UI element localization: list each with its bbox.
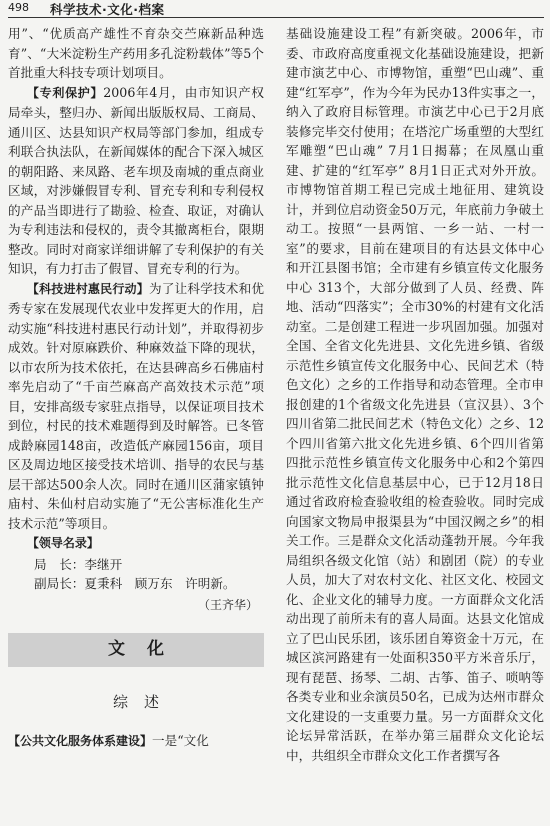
- director-role: 局 长：: [34, 556, 85, 572]
- right-column-text: 基础设施建设工程”有新突破。2006年，市委、市政府高度重视文化基础设施建设，把新建市演艺中心、市博物馆，重塑“巴山魂”、重建“红军亭”，作为今年为民办13件实事之一，纳入了政府目标管理。市演艺中心已于2月底装修完毕交付使用；在塔沱广场重塑的大型红军雕塑“巴山魂” 7月1日揭幕；在凤凰山重建、扩建的“红军亭” 8月1日正式对外开放。市博物馆首期工程已完成土地征用、建筑设计，并到位启动资金50万元，年底前力争破土动工。按照“一县两馆、一乡一站、一村一室”的要求，目前在建项目的有达县文体中心和开江县图书馆；全市建有乡镇宣传文化服务中心 313个，大部分做到了人员、经费、阵地、活动“四落实”；全市30%的村建有文化活动室。二是创建工程进一步巩固加强。加强对全国、全省文化先进县、文化先进乡镇、省级示范性乡镇宣传文化服务中心、民间艺术（特色文化）之乡的工作指导和动态管理。全市申报创建的1个省级文化先进县（宣汉县）、3个四川省第二批民间艺术（特色文化）之乡、12个四川省第六批文化先进乡镇、6个四川省第四批示范性乡镇宣传文化服务中心和2个第四批示范性文化信息基层中心，已于12月18日通过省政府检查验收组的检查验收。同时完成向国家文物局申报渠县为“中国汉阙之乡”的相关工作。三是群众文化活动蓬勃开展。今年我局组织各级文化馆（站）和剧团（院）的专业人员，加大了对农村文化、社区文化、校园文化、企业文化的辅导力度。一方面群众文化活动出现了前所未有的喜人局面。达县文化馆成立了巴山民乐团，该乐团自筹资金十万元，在城区滨河路建有一处面积350平方米音乐厅，现有琵琶、扬琴、二胡、古筝、笛子、唢呐等各类专业和业余演员50名，已成为达州市群众文化建设的一支重要力量。另一方面群众文化论坛异常活跃，在举办第三届群众文化论坛中，共组织全市群众文化工作者撰写各: [286, 26, 544, 763]
- paragraph-tech-village: [8, 279, 264, 534]
- deputy-line: [8, 574, 264, 594]
- deputy-names: 夏秉科 顾万东 许明新。: [84, 576, 236, 591]
- tech-village-text: 为了让科学技术和优秀专家在发展现代农业中发挥更大的作用，启动实施“科技进村惠民行动计划”，并取得初步成效。针对原麻跌价、种麻效益下降的现状，以市农所为技术依托，在达县碑高乡石佛庙村率先启动了“千亩苎麻高产高效技术示范”项目，安排高级专家驻点指导，以保证项目技术到位，村民的技术难题得到及时解答。已冬管成龄麻园148亩，改造低产麻园156亩，项目区及周边地区接受技术培训、指导的农民与基层干部达500余人次。同时在通川区蒲家镇钟庙村、朱仙村启动实施了“无公害标准化生产技术示范”等项目。: [8, 280, 264, 531]
- public-culture-tag: 【公共文化服务体系建设】: [8, 733, 153, 748]
- director-name: 李继开: [84, 556, 123, 572]
- leader-roster: [8, 555, 264, 594]
- leader-list-heading: [8, 533, 264, 554]
- subheading: 综述: [112, 693, 175, 711]
- leader-list-tag: 【领导名录】: [26, 536, 99, 550]
- public-culture-text: 一是“文化: [152, 732, 209, 748]
- patent-text: 2006年4月，由市知识产权局牵头，整归办、新闻出版版权局、工商局、通川区、达县知识产权局等部门参加，组成专利联合执法队，在新闻媒体的配合下深入城区的朝阳路、来凤路、老车坝及南城的重点商业区域，对涉嫌假冒专利、冒充专利和专利侵权的产品当即进行了勘验、检查、取证，对确认为专利违法和侵权的，责令其撤离柜台，限期整改。同时对商家详细讲解了专利保护的有关知识，有力打击了假冒、冒充专利的行为。: [8, 84, 264, 276]
- paragraph-continued: 用”、“优质高产雄性不育杂交苎麻新品种选育”、“大米淀粉生产药用多孔淀粉载体”等5个首批重大科技专项计划项目。: [8, 26, 264, 80]
- running-title: 科学技术·文化·档案: [50, 2, 165, 17]
- header-rule: [8, 17, 544, 18]
- author-signature: （王齐华）: [197, 597, 258, 612]
- page-number: 498: [8, 1, 29, 14]
- right-column: [286, 24, 544, 765]
- left-column: [8, 24, 264, 751]
- deputy-role: 副局长：: [34, 576, 85, 591]
- paragraph-patent: [8, 83, 264, 279]
- director-line: [8, 555, 264, 575]
- tech-village-tag: 【科技进村惠民行动】: [26, 281, 149, 296]
- section-banner: 文化: [8, 633, 264, 667]
- paragraph-public-culture: [8, 731, 264, 752]
- patent-tag: 【专利保护】: [26, 85, 104, 100]
- page-header: [0, 0, 550, 18]
